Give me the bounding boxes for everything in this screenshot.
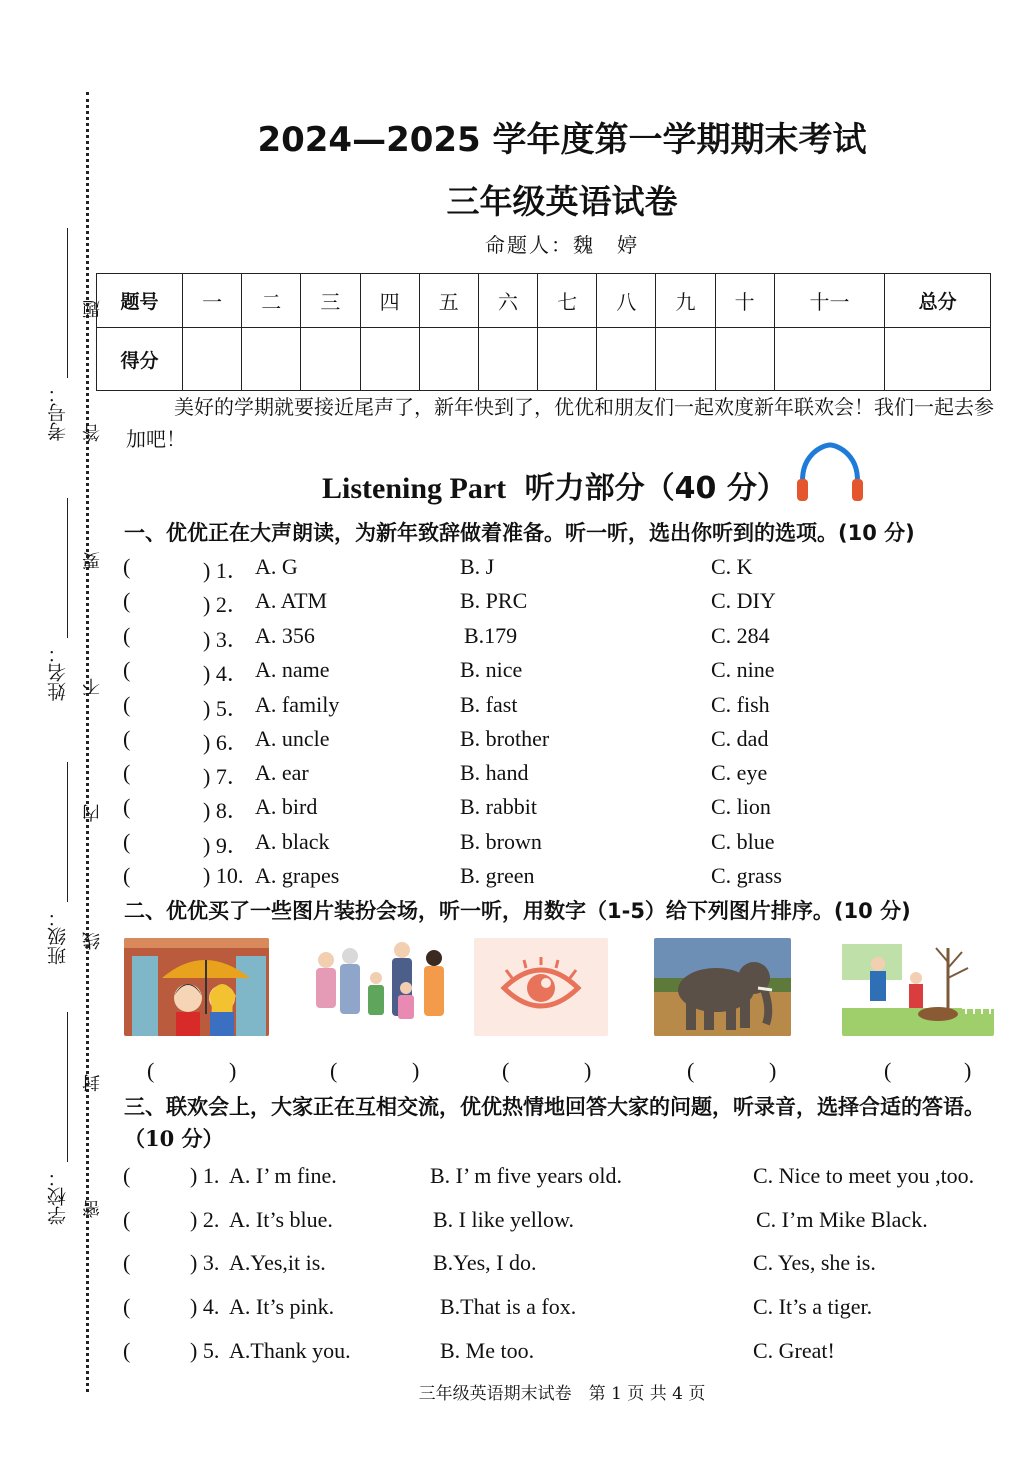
option-b[interactable]: B. J xyxy=(460,554,495,579)
section2-title: 二、优优买了一些图片装扮会场，听一听，用数字（1-5）给下列图片排序。(10 分) xyxy=(124,899,911,923)
score-input-cell[interactable] xyxy=(183,328,242,391)
answer-blank: ) xyxy=(229,1058,237,1083)
option-c[interactable]: C. It’s a tiger. xyxy=(753,1294,873,1319)
option-c[interactable]: C. Yes, she is. xyxy=(753,1250,876,1275)
headphones-icon xyxy=(795,441,865,505)
school-label: 学校： xyxy=(47,1168,69,1225)
question-number: ) 5. xyxy=(190,1338,220,1363)
exam-number-label: 考号： xyxy=(47,384,69,441)
question-number: ) 5． xyxy=(203,696,249,721)
family-group-picture xyxy=(306,938,458,1036)
listening-heading xyxy=(322,463,787,507)
option-c[interactable]: C. I’m Mike Black. xyxy=(756,1207,928,1232)
score-table-cell: 题号 xyxy=(97,274,183,328)
question-number: ) 3. xyxy=(190,1250,220,1275)
option-a[interactable]: A.Yes,it is. xyxy=(229,1250,326,1275)
eye-picture xyxy=(474,938,608,1036)
score-input-cell[interactable] xyxy=(242,328,301,391)
score-table-cell: 七 xyxy=(538,274,597,328)
option-b[interactable]: B. hand xyxy=(460,760,529,785)
score-table-cell: 十一 xyxy=(774,274,885,328)
option-a[interactable]: A. 356 xyxy=(255,623,315,648)
seal-char: 题 xyxy=(82,300,103,318)
score-table-header-row xyxy=(97,274,991,328)
answer-blank[interactable]: ( xyxy=(123,863,131,888)
name-label: 姓名： xyxy=(47,644,69,701)
listening-heading-zh: 听力部分（40 分） xyxy=(524,471,787,506)
score-table-cell: 四 xyxy=(360,274,419,328)
answer-blank[interactable]: ( xyxy=(123,657,131,682)
listening-heading-en: Listening Part xyxy=(322,472,507,505)
question-number: ) 4． xyxy=(203,661,249,686)
score-input-cell[interactable] xyxy=(360,328,419,391)
option-b[interactable]: B. PRC xyxy=(460,588,528,613)
elephant-picture xyxy=(654,938,791,1036)
binding-underline xyxy=(67,498,68,638)
answer-blank[interactable]: ( xyxy=(123,1207,131,1232)
binding-underline xyxy=(67,1012,68,1162)
option-b[interactable]: B. brother xyxy=(460,726,550,751)
option-c[interactable]: C. fish xyxy=(711,692,770,717)
option-b[interactable]: B. green xyxy=(460,863,535,888)
answer-blank[interactable]: ( xyxy=(123,760,131,785)
score-input-cell[interactable] xyxy=(885,328,991,391)
question-number: ) 3． xyxy=(203,627,249,652)
score-input-cell[interactable] xyxy=(419,328,478,391)
option-b[interactable]: B. rabbit xyxy=(460,794,537,819)
score-table-cell: 三 xyxy=(301,274,360,328)
option-a[interactable]: A. family xyxy=(255,692,340,717)
score-input-cell[interactable] xyxy=(656,328,715,391)
question-number: ) 2. xyxy=(190,1207,220,1232)
option-c[interactable]: C. dad xyxy=(711,726,769,751)
question-number: ) 4. xyxy=(190,1294,220,1319)
score-table-cell: 总分 xyxy=(885,274,991,328)
question-number: ) 9． xyxy=(203,833,249,858)
score-table-cell: 一 xyxy=(183,274,242,328)
section3-title: 三、联欢会上，大家正在互相交流，优优热情地回答大家的问题，听录音，选择合适的答语。（10 分） xyxy=(124,1094,985,1151)
answer-blank[interactable]: ( xyxy=(123,1338,131,1363)
answer-blank[interactable]: ( xyxy=(123,1163,131,1188)
question-number: ) 10. xyxy=(203,863,244,888)
binding-dotted-line xyxy=(86,92,89,1392)
option-a[interactable]: A. name xyxy=(255,657,330,682)
score-input-cell[interactable] xyxy=(301,328,360,391)
score-table-cell: 五 xyxy=(419,274,478,328)
option-a[interactable]: A.Thank you. xyxy=(229,1338,351,1363)
exam-title: 2024—2025 学年度第一学期期末考试 xyxy=(257,120,867,160)
question-number: ) 8． xyxy=(203,798,249,823)
score-input-cell[interactable] xyxy=(478,328,537,391)
score-table-cell: 得分 xyxy=(97,328,183,391)
umbrella-children-picture xyxy=(124,938,269,1036)
option-c[interactable]: C. K xyxy=(711,554,753,579)
option-b[interactable]: B. brown xyxy=(460,829,542,854)
option-a[interactable]: A. I’ m fine. xyxy=(229,1163,337,1188)
option-c[interactable]: C. 284 xyxy=(711,623,770,648)
answer-blank[interactable]: ( xyxy=(123,829,131,854)
answer-blank[interactable]: ( xyxy=(123,588,131,613)
score-table-score-row xyxy=(97,328,991,391)
answer-blank[interactable]: ( xyxy=(147,1058,155,1083)
answer-blank[interactable]: ( xyxy=(330,1058,338,1083)
seal-char: 封 xyxy=(82,1074,103,1092)
option-a[interactable]: A. black xyxy=(255,829,330,854)
score-table-cell: 六 xyxy=(478,274,537,328)
option-b[interactable]: B.179 xyxy=(464,623,518,648)
option-b[interactable]: B. Me too. xyxy=(440,1338,535,1363)
score-input-cell[interactable] xyxy=(597,328,656,391)
question-number: ) 7． xyxy=(203,764,249,789)
option-c[interactable]: C. Great! xyxy=(753,1338,835,1363)
option-c[interactable]: C. nine xyxy=(711,657,775,682)
answer-blank[interactable]: ( xyxy=(123,554,131,579)
answer-blank[interactable]: ( xyxy=(123,1250,131,1275)
option-b[interactable]: B.Yes, I do. xyxy=(433,1250,537,1275)
option-b[interactable]: B. fast xyxy=(460,692,518,717)
option-a[interactable]: A. bird xyxy=(255,794,318,819)
question-number: ) 6． xyxy=(203,730,249,755)
answer-blank[interactable]: ( xyxy=(123,692,131,717)
option-a[interactable]: A. ear xyxy=(255,760,309,785)
option-a[interactable]: A. It’s pink. xyxy=(229,1294,335,1319)
option-c[interactable]: C. blue xyxy=(711,829,775,854)
score-input-cell[interactable] xyxy=(774,328,885,391)
tree-planting-picture xyxy=(842,938,994,1036)
seal-char: 内 xyxy=(82,804,103,822)
option-c[interactable]: C. grass xyxy=(711,863,782,888)
score-table-cell: 八 xyxy=(597,274,656,328)
answer-blank[interactable]: ( xyxy=(687,1058,695,1083)
answer-blank[interactable]: ( xyxy=(123,794,131,819)
score-table-cell: 二 xyxy=(242,274,301,328)
intro-text: 美好的学期就要接近尾声了，新年快到了，优优和朋友们一起欢度新年联欢会！我们一起去参加吧！ xyxy=(126,395,994,451)
score-input-cell[interactable] xyxy=(538,328,597,391)
score-input-cell[interactable] xyxy=(715,328,774,391)
score-table-cell: 九 xyxy=(656,274,715,328)
answer-blank: ) xyxy=(964,1058,972,1083)
score-table-cell: 十 xyxy=(715,274,774,328)
binding-underline xyxy=(67,762,68,902)
question-number: ) 1. xyxy=(190,1163,220,1188)
option-c[interactable]: C. lion xyxy=(711,794,771,819)
section1-title: 一、优优正在大声朗读，为新年致辞做着准备。听一听，选出你听到的选项。(10 分) xyxy=(124,521,915,545)
option-b[interactable]: B. I like yellow. xyxy=(433,1207,574,1232)
answer-blank: ) xyxy=(412,1058,420,1083)
answer-blank[interactable]: ( xyxy=(884,1058,892,1083)
answer-blank[interactable]: ( xyxy=(502,1058,510,1083)
answer-blank[interactable]: ( xyxy=(123,726,131,751)
option-c[interactable]: C. eye xyxy=(711,760,768,785)
option-a[interactable]: A. uncle xyxy=(255,726,330,751)
class-label: 班级： xyxy=(47,908,69,965)
option-a[interactable]: A. G xyxy=(255,554,298,579)
option-b[interactable]: B. I’ m five years old. xyxy=(430,1163,623,1188)
question-number: ) 2． xyxy=(203,592,249,617)
answer-blank: ) xyxy=(584,1058,592,1083)
question-number: ) 1． xyxy=(203,558,249,583)
author-line: 命题人：魏 婷 xyxy=(485,233,639,257)
answer-blank[interactable]: ( xyxy=(123,1294,131,1319)
seal-char: 答 xyxy=(82,424,103,442)
option-b[interactable]: B.That is a fox. xyxy=(440,1294,577,1319)
option-c[interactable]: C. DIY xyxy=(711,588,776,613)
option-b[interactable]: B. nice xyxy=(460,657,523,682)
option-a[interactable]: A. grapes xyxy=(255,863,340,888)
seal-char: 不 xyxy=(82,678,103,696)
option-c[interactable]: C. Nice to meet you ,too. xyxy=(753,1163,975,1188)
answer-blank: ) xyxy=(769,1058,777,1083)
seal-char: 线 xyxy=(82,932,103,950)
option-a[interactable]: A. It’s blue. xyxy=(229,1207,333,1232)
seal-char: 要 xyxy=(82,552,103,570)
page-footer: 三年级英语期末试卷 第 1 页 共 4 页 xyxy=(418,1384,706,1404)
answer-blank[interactable]: ( xyxy=(123,623,131,648)
exam-subtitle: 三年级英语试卷 xyxy=(446,182,678,221)
seal-char: 密 xyxy=(82,1200,103,1218)
score-table xyxy=(96,273,991,391)
option-a[interactable]: A. ATM xyxy=(255,588,328,613)
